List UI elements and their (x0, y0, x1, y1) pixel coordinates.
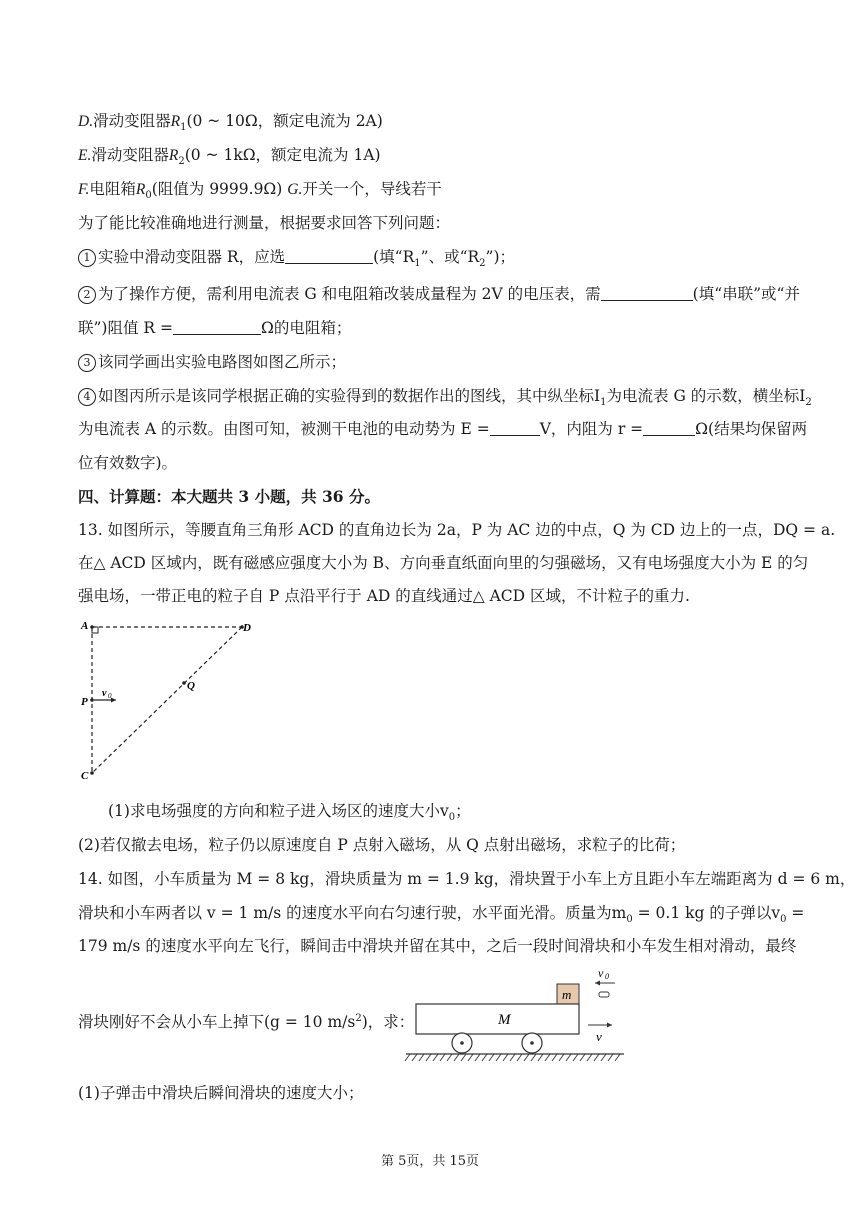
text: = 0.1 kg 的子弹以v (632, 904, 781, 922)
point-a-dot (90, 625, 94, 629)
text: 为了操作方便，需利用电流表 G 和电阻箱改装成量程为 2V 的电压表，需 (98, 285, 601, 303)
text: 滑块刚好不会从小车上掉下(g = 10 m/s (78, 1013, 356, 1032)
sub-question-2 (78, 283, 800, 305)
circled-number: 1 (78, 249, 96, 267)
text: (填“串联”或“并 (692, 285, 800, 303)
bullet (599, 992, 609, 997)
page-footer: 第 5页，共 15页 (380, 1154, 480, 1169)
sub-question-1 (78, 246, 515, 275)
label-v-sub: 0 (108, 692, 112, 700)
instruction: 为了能比较准确地进行测量，根据要求回答下列问题： (78, 214, 451, 232)
q14-line1: 14. 如图，小车质量为 M = 8 kg，滑块质量为 m = 1.9 kg，滑块置于小车上方且距小车左端距离为 d = 6 m， (78, 870, 856, 888)
answer-blank[interactable] (173, 318, 261, 335)
answer-blank[interactable] (285, 247, 373, 264)
label-a: A (81, 620, 89, 632)
item-text: 滑动变阻器 (91, 146, 169, 164)
item-e (78, 144, 381, 173)
sub-question-2-cont (78, 317, 351, 339)
sub: 0 (145, 190, 152, 202)
arrow-head (111, 698, 116, 703)
sub: 1 (180, 122, 187, 134)
text: 如图丙所示是该同学根据正确的实验得到的数据作出的图线，其中纵坐标I (98, 387, 601, 405)
var: R (168, 147, 179, 164)
answer-blank[interactable] (643, 419, 695, 436)
sub: 1 (600, 397, 607, 409)
item-text: 滑动变阻器 (93, 112, 171, 130)
item-spec: (阻值为 9999.9Ω) (151, 180, 288, 198)
q13-part2: (2)若仅撤去电场，粒子仍以原速度自 P 点射入磁场，从 Q 点射出磁场，求粒子的比荷； (78, 836, 686, 854)
text: 联”)阻值 R = (78, 319, 173, 337)
q13-line3: 强电场，一带正电的粒子自 P 点沿平行于 AD 的直线通过△ ACD 区域，不计粒子的重力. (78, 587, 690, 605)
sub: 2 (479, 258, 486, 270)
section-heading: 四、计算题：本大题共 3 小题，共 36 分。 (78, 487, 380, 506)
label-q: Q (187, 680, 195, 692)
sub: 2 (805, 397, 812, 409)
text: ”)； (485, 248, 516, 266)
triangle-figure (78, 615, 263, 785)
label-v0: v (598, 966, 604, 980)
item-spec: (0 ~ 10Ω，额定电流为 2A) (186, 112, 383, 130)
circled-number: 4 (78, 388, 96, 406)
label-c: C (81, 770, 89, 782)
sub: 1 (414, 258, 421, 270)
label-m: m (562, 987, 572, 1002)
item-letter: D. (78, 113, 94, 130)
wheel-right-hub (530, 1041, 534, 1045)
item-letter: F. (78, 181, 90, 198)
point-c-dot (90, 771, 94, 775)
answer-blank[interactable] (490, 419, 540, 436)
sub-question-3 (78, 351, 346, 373)
q13-line1: 13. 如图所示，等腰直角三角形 ACD 的直角边长为 2a，P 为 AC 边的中点，Q 为 CD 边上的一点，DQ = a. (78, 521, 836, 539)
var: R (170, 113, 181, 130)
q14-line3: 179 m/s 的速度水平向左飞行，瞬间击中滑块并留在其中，之后一段时间滑块和小车发生相对滑动，最终 (78, 937, 797, 955)
q14-line4 (78, 1008, 414, 1033)
text: = (786, 904, 805, 922)
sub-question-4-cont (78, 418, 807, 440)
label-v0-sub: 0 (605, 972, 609, 981)
wheel-left-hub (460, 1041, 464, 1045)
text: ； (455, 802, 471, 820)
label-v: v (596, 1029, 602, 1044)
point-q-dot (182, 681, 186, 685)
item-spec: (0 ~ 1kΩ，额定电流为 1A) (184, 146, 381, 164)
sub: 0 (448, 812, 456, 824)
text: V，内阻为 r = (539, 420, 644, 438)
point-p-dot (90, 698, 94, 702)
text: (填“R (373, 248, 415, 266)
q13-line2: 在△ ACD 区域内，既有磁感应强度大小为 B、方向垂直纸面向里的匀强磁场，又有电场强度大小为 E 的匀 (78, 554, 809, 572)
item-f-g (78, 178, 442, 207)
arrow-head-left (595, 981, 600, 986)
item-text: 开关一个，导线若干 (302, 180, 442, 198)
sup: 2 (355, 1013, 362, 1024)
label-d: D (243, 622, 251, 634)
ground-hatch (405, 1054, 620, 1061)
item-text: 电阻箱 (89, 180, 136, 198)
var: R (135, 181, 146, 198)
circled-number: 2 (78, 286, 96, 304)
label-p: P (81, 696, 88, 708)
item-letter: E. (78, 147, 92, 164)
cart-figure (402, 962, 627, 1062)
q14-part1: (1)子弹击中滑块后瞬间滑块的速度大小； (78, 1084, 364, 1102)
label-M: M (498, 1012, 511, 1028)
text: ”、或“R (420, 248, 480, 266)
text: 实验中滑动变阻器 R，应选 (98, 248, 286, 266)
arrow-head-right (607, 1023, 612, 1028)
text: (1)求电场强度的方向和粒子进入场区的速度大小v (108, 802, 449, 820)
text: )，求： (361, 1013, 415, 1032)
answer-blank[interactable] (601, 284, 693, 301)
item-letter: G. (287, 181, 303, 198)
sub: 2 (178, 156, 185, 168)
sub-question-4 (78, 385, 812, 414)
q13-part1 (108, 800, 471, 829)
text: 该同学画出实验电路图如图乙所示； (98, 353, 347, 371)
sub: 0 (780, 914, 787, 926)
sub-question-4-end: 位有效数字)。 (78, 454, 178, 472)
text: Ω的电阻箱； (260, 319, 352, 337)
text: 为电流表 A 的示数。由图可知，被测干电池的电动势为 E = (78, 420, 490, 438)
text: Ω(结果均保留两 (695, 420, 808, 438)
q14-line2 (78, 902, 804, 931)
text: 滑块和小车两者以 v = 1 m/s 的速度水平向右匀速行驶，水平面光滑。质量为m (78, 904, 627, 922)
text: 为电流表 G 的示数，横坐标I (606, 387, 806, 405)
circled-number: 3 (78, 354, 96, 372)
sub: 0 (626, 914, 633, 926)
item-d (78, 110, 383, 139)
label-v: v (102, 688, 107, 699)
